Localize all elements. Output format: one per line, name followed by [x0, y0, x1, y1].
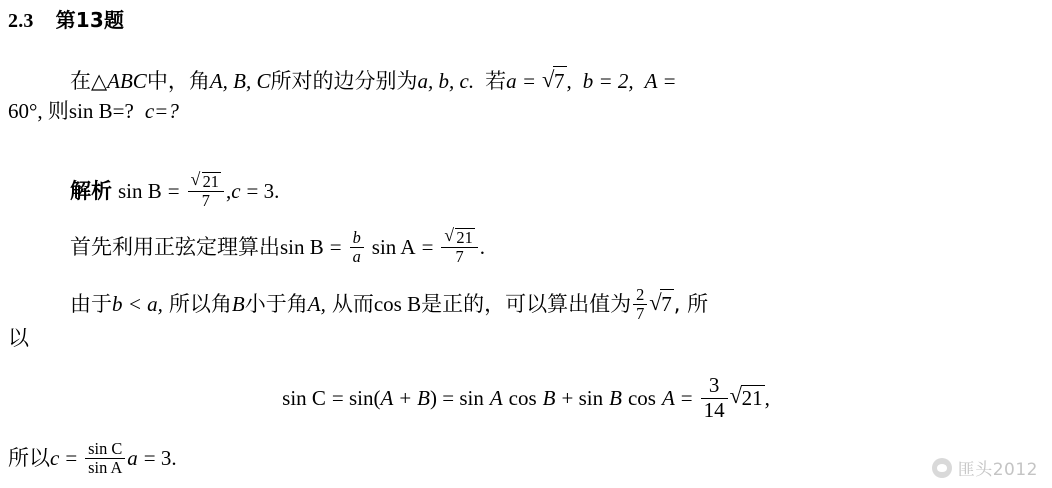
- sqrt-21-display: √ 21: [729, 382, 763, 410]
- display-A1: A: [380, 385, 394, 410]
- solution-fraction: √ 21 7: [188, 172, 224, 211]
- conclusion-text: 所以: [8, 445, 50, 470]
- step1-sinB: sin B: [280, 234, 324, 259]
- section-heading: [8, 4, 124, 33]
- step2-text-7: 以: [8, 325, 29, 350]
- step-one: [8, 225, 1052, 267]
- step2-inequality: b < a,: [112, 291, 163, 316]
- watermark-name: 匪头2012: [957, 460, 1038, 480]
- step-two: [8, 286, 1044, 353]
- conclusion-c: c: [50, 445, 60, 470]
- conclusion-result: = 3.: [143, 445, 177, 470]
- problem-text-1: 在: [70, 69, 91, 93]
- step1-text: 首先利用正弦定理算出: [70, 234, 280, 259]
- step2-fraction: $\frac{2}{7}$: [633, 286, 647, 324]
- step2-cosB: cos B: [373, 291, 422, 316]
- display-B2: B: [542, 385, 556, 410]
- problem-ask-1: =?: [112, 98, 134, 123]
- problem-ask-2: c=?: [144, 98, 179, 123]
- a-equation: a =: [506, 69, 536, 93]
- watermark: [932, 455, 1038, 480]
- step2-B: B: [231, 291, 245, 316]
- step2-text-4: 从而: [331, 291, 374, 316]
- step2-text-5: 是正的，可以算出值为: [421, 291, 632, 316]
- conclusion-eq: =: [65, 445, 78, 470]
- step2-text-3: 小于角: [244, 291, 308, 316]
- display-fraction: $\frac{3}{14}$: [701, 374, 728, 422]
- step2-A: A,: [307, 291, 326, 316]
- solution-c: c: [231, 178, 241, 203]
- sqrt-7-step2: √ 7: [649, 289, 674, 320]
- step1-period: .: [479, 234, 486, 259]
- display-plus2: + sin: [561, 385, 604, 410]
- display-B1: B: [417, 385, 430, 410]
- section-number: 2.3: [8, 10, 34, 32]
- display-plus1: +: [399, 385, 412, 410]
- side-list: a, b, c.: [417, 69, 475, 93]
- triangle-symbol: △: [91, 69, 108, 93]
- angle-list: A, B, C: [209, 69, 271, 93]
- display-eq1: = sin(: [331, 385, 381, 410]
- sinB-expr: sin B: [68, 98, 113, 123]
- b-equation: b = 2,: [582, 69, 634, 93]
- solution-c-value: = 3.: [246, 178, 280, 203]
- step2-text-1: 由于: [70, 291, 112, 316]
- solution-comma: ,: [225, 178, 232, 203]
- display-equation: [0, 374, 1052, 422]
- problem-text-2: 中，角: [146, 69, 210, 93]
- solution-equals: =: [167, 178, 180, 203]
- problem-text-3: 所对的边分别为: [270, 69, 418, 93]
- sqrt-21-step1: √ 21: [444, 225, 473, 247]
- step2-text-6: , 所: [673, 291, 709, 316]
- solution-line: [8, 169, 1052, 211]
- problem-text-5: 60°, 则: [8, 98, 69, 123]
- step2-text-2: 所以角: [168, 291, 232, 316]
- triangle-abc: ABC: [107, 69, 147, 93]
- step1-sinA: sin A: [371, 234, 416, 259]
- section-title: 第13题: [55, 8, 125, 32]
- conclusion-a: a: [127, 445, 138, 470]
- conclusion-line: [8, 440, 1044, 478]
- sqrt-7: √ 7: [542, 66, 567, 97]
- solution-label: 解析: [70, 178, 112, 203]
- display-eq2: =: [680, 385, 693, 410]
- display-cos1: cos: [508, 385, 537, 410]
- display-close: ) = sin: [430, 385, 484, 410]
- problem-statement: 在△ABC中，角A, B, C所对的边分别为a, b, c. 若a = √ 7, b = 2, A = 60°, 则sin B=? c=?: [8, 67, 677, 123]
- sqrt-21-sol: √ 21: [190, 169, 219, 191]
- display-B3: B: [609, 385, 622, 410]
- problem-text-4: 若: [485, 69, 507, 93]
- display-comma: ,: [764, 385, 770, 410]
- step1-eq2: =: [421, 234, 434, 259]
- display-cos2: cos: [627, 385, 656, 410]
- display-A3: A: [661, 385, 675, 410]
- display-sinC: sin C: [282, 385, 326, 410]
- step1-fraction-ba: $\frac{b}{a}$: [350, 229, 364, 267]
- display-A2: A: [489, 385, 503, 410]
- weibo-logo-icon: [932, 458, 952, 478]
- solution-sinB: sin B: [118, 178, 162, 203]
- step1-eq1: =: [329, 234, 342, 259]
- step1-result-fraction: √ 21 7: [441, 228, 477, 267]
- A-equation: A =: [644, 69, 677, 93]
- conclusion-fraction: $\frac{\text{sin C}}{\text{sin A}}$: [85, 440, 125, 478]
